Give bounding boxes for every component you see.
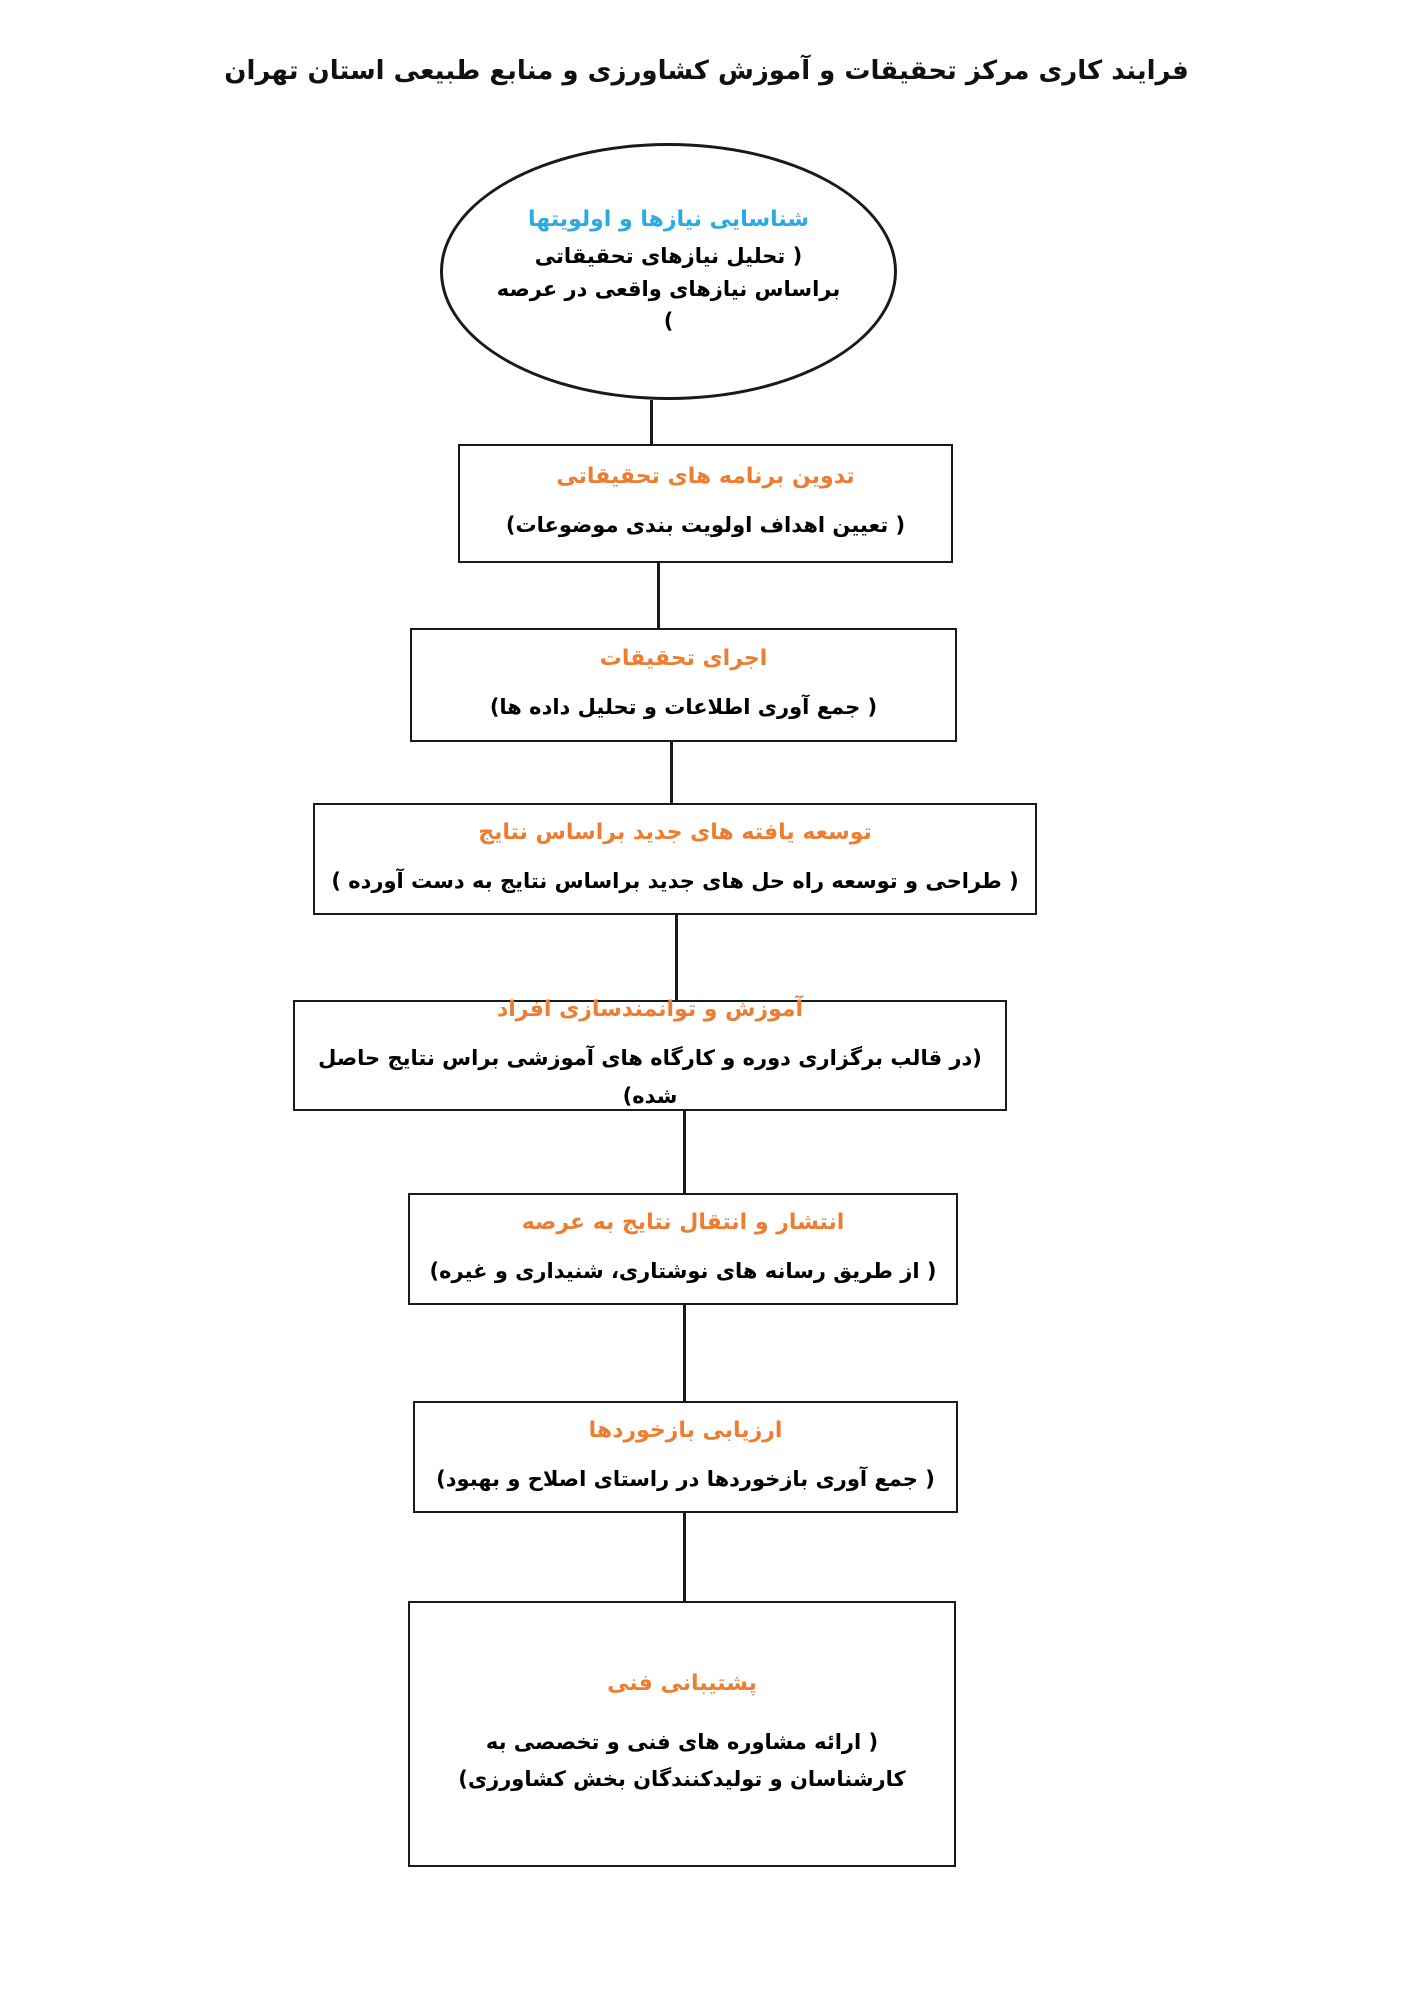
node-technical-support-title: پشتیبانی فنی [607,1670,757,1696]
node-training-empowerment [293,997,1007,1111]
page-title: فرایند کاری مرکز تحقیقات و آموزش کشاورزی و منابع طبیعی استان تهران [224,56,1189,86]
node-identify-needs-subtitle: ( تحلیل نیازهای تحقیقاتی براساس نیازهای واقعی در عرصه ) [496,244,841,334]
node-develop-new-findings-title: توسعه یافته های جدید براساس نتایج [478,819,872,845]
node-evaluate-feedback [413,1401,958,1513]
connector-line-1 [650,400,653,444]
node-publish-transfer-results-subtitle: ( از طریق رسانه های نوشتاری، شنیداری و غیره) [429,1258,937,1283]
connector-line-4 [675,915,678,1000]
node-identify-needs-title: شناسایی نیازها و اولویتها [528,207,809,233]
node-training-empowerment-title: آموزش و توانمندسازی افراد [496,997,804,1023]
node-publish-transfer-results [408,1193,958,1305]
node-develop-new-findings [313,803,1037,915]
node-conduct-research-subtitle: ( جمع آوری اطلاعات و تحلیل داده ها) [489,694,878,719]
node-conduct-research-title: اجرای تحقیقات [599,645,768,671]
connector-line-6 [683,1305,686,1401]
node-develop-research-programs-subtitle: ( تعیین اهداف اولویت بندی موضوعات) [505,513,906,537]
node-training-empowerment-subtitle: (در قالب برگزاری دوره و کارگاه های آموزشی براس نتایج حاصل شده) [318,1046,982,1108]
node-develop-new-findings-subtitle: ( طراحی و توسعه راه حل های جدید براساس نتایج به دست آورده ) [331,868,1019,893]
node-develop-research-programs-title: تدوین برنامه های تحقیقاتی [556,464,855,490]
node-conduct-research [410,628,957,742]
node-evaluate-feedback-title: ارزیابی بازخوردها [588,1417,783,1443]
node-technical-support-subtitle: ( ارائه مشاوره های فنی و تخصصی به کارشناسان و تولیدکنندگان بخش کشاورزی) [458,1729,906,1792]
node-technical-support [408,1601,956,1867]
connector-line-5 [683,1111,686,1193]
node-develop-research-programs [458,444,953,563]
connector-line-3 [670,741,673,803]
node-publish-transfer-results-title: انتشار و انتقال نتایج به عرصه [521,1209,845,1235]
node-evaluate-feedback-subtitle: ( جمع آوری بازخوردها در راستای اصلاح و بهبود) [436,1466,935,1491]
connector-line-7 [683,1513,686,1601]
node-identify-needs [440,143,897,400]
connector-line-2 [657,563,660,628]
